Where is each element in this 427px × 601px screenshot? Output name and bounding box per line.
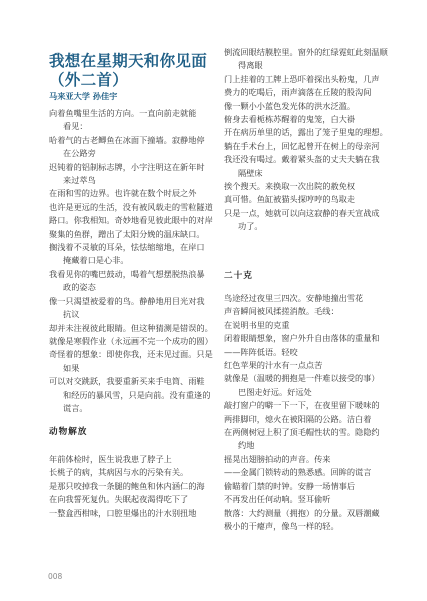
poem-line: 却并未注视彼此眼睛。但这种猜测是错误的。	[49, 322, 213, 333]
poem-line: 抗议	[63, 309, 80, 320]
poem-line: 两排脚印，熄火在被阳隔的公路。洁白着	[224, 413, 372, 424]
poem-line: 看见：	[63, 121, 88, 132]
poem-line: 在说明书里的克重	[224, 319, 290, 330]
poem-line: 约地	[238, 440, 255, 451]
poem-body-continued	[224, 46, 389, 234]
poem-line: 偷瞄着门禁的时钟。安静一场情事后	[224, 480, 356, 491]
author-byline: 马来亚大学 孙佳宇	[49, 91, 118, 101]
poem-line: 聚集的鱼群，蹭出了太阳分娩的温床缺口。	[49, 228, 205, 239]
poem-body	[49, 453, 209, 520]
page-title: 我想在星期天和你见面	[49, 51, 208, 70]
poem-line: 哈着气的古老鲫鱼在冰面下撞墙。寂静地停	[49, 134, 205, 145]
poem-line: 红色苹果的汁水有一点点苦	[224, 360, 323, 371]
poem-line: 散落：大约测量（拥抱）的分量。双唇潮藏	[224, 507, 380, 518]
poem-line: 摇晃出翅膀拍动的声音。传来	[224, 453, 331, 464]
poem-line: 在向我誓死复仇。失眠起夜渴得吃下了	[49, 494, 189, 505]
poem-line: 在两侧树冠上积了顶毛帽性状的雪。隐隐约	[224, 427, 380, 438]
poem-line: 在公路旁	[63, 148, 96, 159]
poem-line: 长桃子的病，其病因与水的污染有关。	[49, 467, 189, 478]
poem-line: 挨个搜天。来换取一次出院的赦免权	[224, 181, 356, 192]
poem-line: 掩藏着口是心非。	[63, 255, 129, 266]
poem-line: 谎言。	[63, 402, 88, 413]
poem-line: 闭着眼睛想象，窗户外升自由落体的重量和	[224, 333, 380, 344]
poem-line: 像一只渴望被爱着的鸟。静静地用目光对我	[49, 295, 205, 306]
poem-line: 不再发出任何动响。竖耳偷听	[224, 494, 331, 505]
poem-line: 我还没有喝过。戴着紧头盔的丈夫夫躺在我	[224, 154, 380, 165]
poem-line: 奇怪着的想象：即使你我，还未见过面。只是	[49, 349, 213, 360]
poem-line: 在雨和雪的边界。也许就在数个时辰之外	[49, 188, 197, 199]
poem-line: 开在病历单里的话，露出了笼子里鬼的理想。	[224, 127, 388, 138]
poem-line: 隔壁床	[238, 167, 263, 178]
page-number: 008	[48, 572, 63, 581]
poem-line: 如果	[63, 362, 80, 373]
section-title: 二十克	[224, 271, 253, 281]
poem-line: 得离眼	[238, 60, 263, 71]
poem-line: 年前体检时，医生说我患了脖子上	[49, 454, 172, 464]
poem-body	[49, 107, 213, 415]
poem-line: ——阵阵低语。轻咬	[224, 346, 298, 357]
poem-line: 迟钝着的铝制标志牌，小字注明这在新年时	[49, 161, 205, 172]
poem-line: 声音瞬间被风揉搓消散。毛线：	[224, 306, 339, 317]
poem-line: 只是一点，她就可以向这寂静的春天宣战成	[224, 207, 380, 218]
poem-line: 费力的吃喝后，雨声滴落在丘陵的股沟间	[224, 87, 372, 98]
poem-line: 向着鱼嘴里生活的方向。一直向前走就能	[49, 108, 197, 118]
section-title: 动物解放	[49, 427, 88, 437]
poem-line: 也许是更远的生活，没有被风载走的雪粒隧道	[49, 201, 213, 212]
poem-line: 功了。	[238, 221, 263, 232]
poem-line: 门上挂着的工牌上恐吓着探出头粉鬼，几声	[224, 73, 380, 84]
poem-line: 是那只咬掉我一条腿的鲍鱼和休内涵仁的海	[49, 480, 205, 491]
poem-line: 政的姿态	[63, 282, 96, 293]
page-title-subtitle: （外二首）	[49, 70, 129, 89]
poem-line: 俯身去看栀栋苏醒着的鬼笼，白大褂	[224, 114, 356, 125]
poem-line: 来过萃鸟	[63, 175, 96, 186]
poem-line: 像一颗小小蓝色发光体的洪水泛滥。	[224, 100, 356, 111]
poem-line: 敲打窗户的噼一下一下，在夜里留下暖味的	[224, 400, 380, 411]
poem-line: 躺在手术台上，回忆起曾开在树上的母亲河	[224, 140, 380, 151]
poem-line: 就像是寒假作业（永远画不完一个成功的圆）	[49, 335, 213, 346]
poem-line: 搁浅着不灵敏的耳朵，怯怯缩缩地，在岸口	[49, 242, 205, 253]
poem-line: 倒流回眼结膜腔里。窗外的红绿霓虹此刻温顺	[224, 47, 388, 57]
poem-body	[224, 292, 389, 533]
poem-line: ——金属门锁转动的熟悉感。回眸的谎言	[224, 467, 372, 478]
poem-line: 和经历的暴风雪，只是向前。没有重逢的	[63, 389, 211, 400]
poem-line: 巴图走好远。好远处	[238, 386, 312, 397]
poem-line: 可以对交跳跃，我要重新买来手电筒、雨鞋	[49, 376, 205, 387]
poem-line: 路口。你我相知。奇妙地看见彼此眼中的对岸	[49, 215, 213, 226]
poem-line: 极小的干瘪声，像鸟一样的轻。	[224, 520, 339, 531]
poem-line: 我看见你的嘴巴鼓动，喝着气想摆脱热浪暴	[49, 268, 205, 279]
poem-line: 一整盒西柑味，口腔里爆出的汁水别扭地	[49, 507, 197, 518]
poem-line: 真可惜。鱼缸被猫头探哼哼的鸟取走	[224, 194, 356, 205]
poem-line: 就像是（温暖的拥抱是一件难以接受的事）	[224, 373, 380, 384]
poem-line: 鸟途经过夜里三四次。安静地撞出雪花	[224, 293, 364, 303]
